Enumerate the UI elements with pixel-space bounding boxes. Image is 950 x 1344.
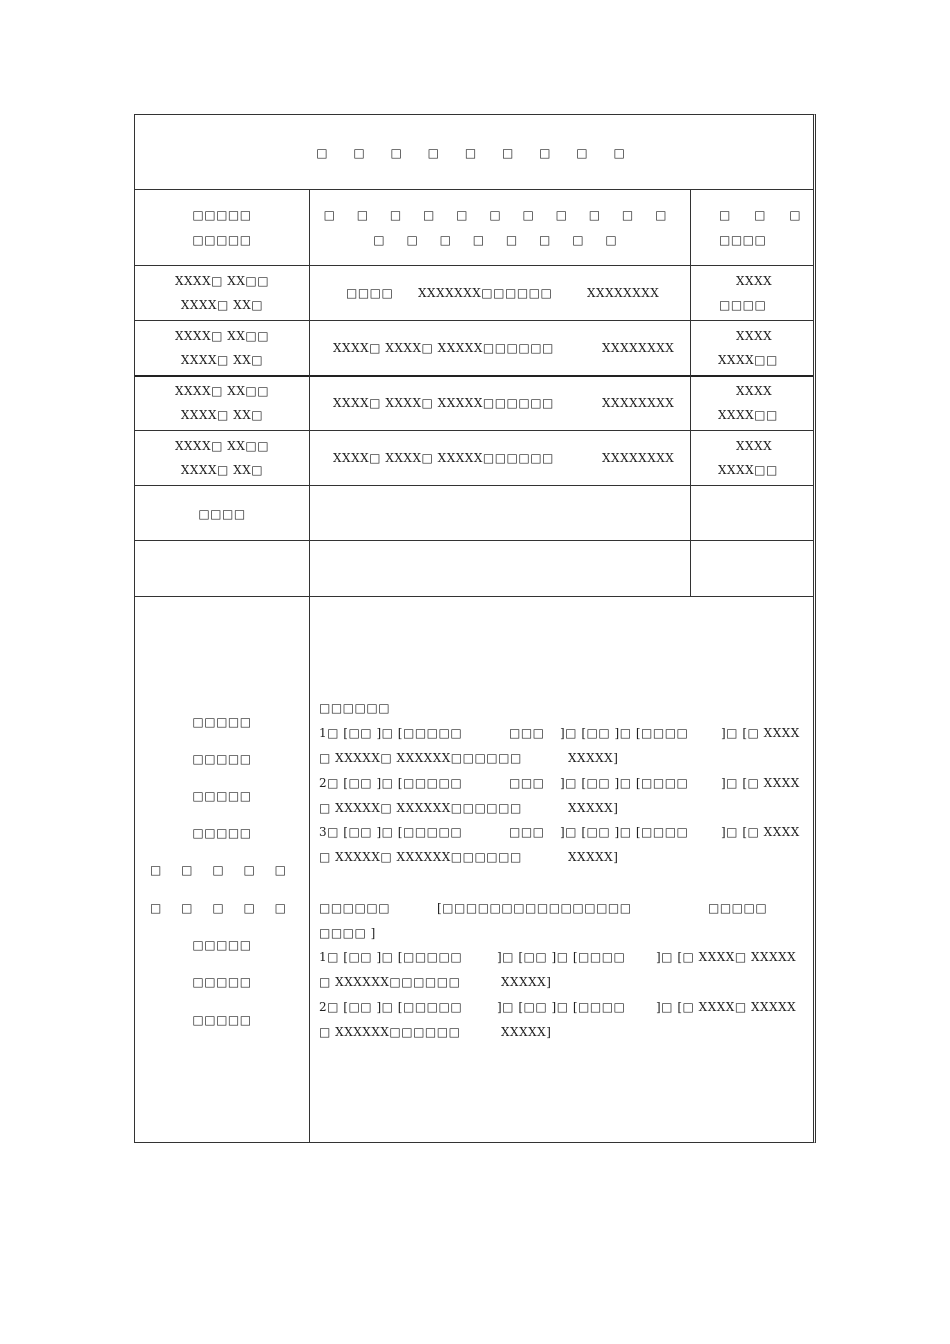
section-heading: □□□□□□ <box>319 901 391 915</box>
row-code: XXXXXXXX <box>587 286 660 300</box>
rule-row1 <box>135 320 813 321</box>
entry-line-part: 1□ [□□ ]□ [□□□□□ <box>319 950 463 964</box>
row-right-bottom: XXXX□□ <box>718 463 778 477</box>
section-heading-part: □□□□□ <box>708 901 768 915</box>
row-right-bottom: XXXX□□ <box>718 353 778 367</box>
section-heading: □□□□□□ <box>319 701 391 715</box>
entry-line-part: ]□ [□□ ]□ [□□□□ <box>560 776 689 790</box>
form-title: □ □ □ □ □ □ □ □ □ <box>316 146 636 160</box>
entry-line-part: ]□ [□ XXXX□ XXXXX <box>656 950 797 964</box>
row-place: □□□□ <box>346 286 394 300</box>
row-right-top: XXXX <box>736 439 773 453</box>
entry-line-part: □□□ <box>509 726 545 740</box>
side-label: □□□□□ <box>192 975 252 989</box>
entry-line-part: □ XXXXX□ XXXXXX□□□□□□ <box>319 850 522 864</box>
rule-col1 <box>309 189 310 1142</box>
row-end-date: XXXX□ XX□ <box>180 408 264 422</box>
row-code: XXXXXXXX <box>602 341 675 355</box>
row-start-date: XXXX□ XX□□ <box>174 439 270 453</box>
section-heading-part: □□□□ ] <box>319 926 376 940</box>
entry-line-part: ]□ [□ XXXX <box>721 726 800 740</box>
entry-line-part: ]□ [□ XXXX <box>721 776 800 790</box>
header-col1-line2: □□□□□ <box>192 233 252 247</box>
row-right-top: XXXX <box>736 384 773 398</box>
rule-title <box>135 189 813 190</box>
entry-line-part: XXXXX] <box>501 1025 552 1039</box>
entry-line-part: ]□ [□□ ]□ [□□□□ <box>497 1000 626 1014</box>
row-right-bottom: XXXX□□ <box>718 408 778 422</box>
entry-line-part: ]□ [□□ ]□ [□□□□ <box>560 726 689 740</box>
row-right-bottom: □□□□ <box>719 298 767 312</box>
side-label: □ □ □ □ □ <box>150 901 294 915</box>
row-place: XXXX□ XXXX□ XXXXX□□□□□□ <box>333 341 554 355</box>
side-label: □□□□□ <box>192 715 252 729</box>
rule-header <box>135 265 813 266</box>
row-place: XXXX□ XXXX□ XXXXX□□□□□□ <box>333 396 554 410</box>
header-col2-line2: □ □ □ □ □ □ □ □ <box>373 233 626 247</box>
row-end-date: XXXX□ XX□ <box>180 298 264 312</box>
entry-line-part: □ XXXXX□ XXXXXX□□□□□□ <box>319 801 522 815</box>
rule-row3 <box>135 430 813 431</box>
entry-line-part: □□□ <box>509 825 545 839</box>
header-col1-line1: □□□□□ <box>192 208 252 222</box>
side-label: □□□□□ <box>192 752 252 766</box>
entry-line-part: □ XXXXX□ XXXXXX□□□□□□ <box>319 751 522 765</box>
entry-line-part: 1□ [□□ ]□ [□□□□□ <box>319 726 463 740</box>
entry-line-part: XXXXX] <box>568 801 619 815</box>
side-label: □□□□□ <box>192 1013 252 1027</box>
entry-line-part: XXXXX] <box>501 975 552 989</box>
row-detail: XXXXXXX□□□□□□ <box>418 286 553 300</box>
row-start-date: XXXX□ XX□□ <box>174 329 270 343</box>
entry-line-part: ]□ [□□ ]□ [□□□□ <box>560 825 689 839</box>
entry-line-part: ]□ [□ XXXX <box>721 825 800 839</box>
row-start-date: XXXX□ XX□□ <box>174 274 270 288</box>
row-code: XXXXXXXX <box>602 451 675 465</box>
side-label: □□□□□ <box>192 826 252 840</box>
entry-line-part: 2□ [□□ ]□ [□□□□□ <box>319 776 463 790</box>
row-end-date: XXXX□ XX□ <box>180 463 264 477</box>
row-code: XXXXXXXX <box>602 396 675 410</box>
row-right-top: XXXX <box>736 329 773 343</box>
row-start-date: XXXX□ XX□□ <box>174 384 270 398</box>
rule-row6 <box>135 596 813 597</box>
entry-line-part: 2□ [□□ ]□ [□□□□□ <box>319 1000 463 1014</box>
row-place: XXXX□ XXXX□ XXXXX□□□□□□ <box>333 451 554 465</box>
entry-line-part: ]□ [□ XXXX□ XXXXX <box>656 1000 797 1014</box>
header-col2-line1: □ □ □ □ □ □ □ □ □ □ □ <box>323 208 676 222</box>
rule-col2 <box>690 189 691 596</box>
rule-row4 <box>135 485 813 486</box>
header-col3-line2: □□□□ <box>719 233 767 247</box>
entry-line-part: XXXXX] <box>568 850 619 864</box>
entry-line-part: ]□ [□□ ]□ [□□□□ <box>497 950 626 964</box>
record-form <box>134 114 816 1143</box>
rule-row5 <box>135 540 813 541</box>
header-col3-line1: □ □ □ <box>719 208 811 222</box>
entry-line-part: XXXXX] <box>568 751 619 765</box>
side-label: □ □ □ □ □ <box>150 863 294 877</box>
side-label: □□□□□ <box>192 789 252 803</box>
rule-row2 <box>135 375 813 377</box>
row-other-label: □□□□ <box>198 507 246 521</box>
row-right-top: XXXX <box>736 274 773 288</box>
section-heading-part: [□□□□□□□□□□□□□□□□ <box>437 901 632 915</box>
entry-line-part: □ XXXXXX□□□□□□ <box>319 1025 461 1039</box>
entry-line-part: □□□ <box>509 776 545 790</box>
row-end-date: XXXX□ XX□ <box>180 353 264 367</box>
entry-line-part: □ XXXXXX□□□□□□ <box>319 975 461 989</box>
entry-line-part: 3□ [□□ ]□ [□□□□□ <box>319 825 463 839</box>
side-label: □□□□□ <box>192 938 252 952</box>
